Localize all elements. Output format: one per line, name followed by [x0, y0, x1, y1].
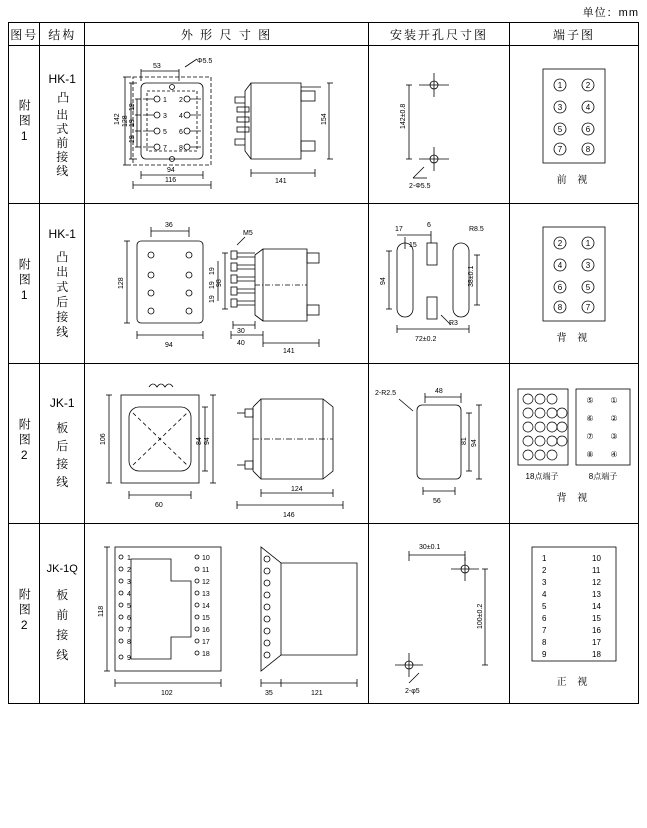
table-row	[9, 364, 639, 524]
pin-17: 17	[201, 638, 210, 646]
row-structure-3	[40, 364, 85, 524]
dim-19b: 19	[128, 118, 136, 127]
terminal-num-7: 7	[541, 625, 547, 635]
terminal-num-4: 4	[541, 589, 547, 599]
dim-19c: 19	[208, 294, 216, 303]
row-outline-1	[84, 46, 368, 204]
mounting-drawing-1	[369, 47, 509, 203]
table-row	[9, 46, 639, 204]
terminal-num-5: 5	[557, 124, 563, 134]
pin-3: 3	[162, 112, 167, 120]
terminal-num-6: 5	[585, 282, 591, 292]
terminal-num-8: 8	[585, 144, 591, 154]
structure-desc-3: 接	[56, 457, 69, 471]
dim-116: 116	[164, 176, 177, 184]
terminal-num-7: ⑦	[586, 431, 594, 441]
terminal-num-5: ⑤	[586, 395, 594, 405]
dim-6: 6	[426, 221, 431, 229]
dim-30-01: 30±0.1	[418, 543, 441, 551]
row-id-label: 附图2	[17, 588, 32, 635]
pin-1: 1	[162, 96, 167, 104]
terminal-num-7: 8	[557, 302, 563, 312]
row-terminal-2	[509, 204, 638, 364]
terminal-num-11: 11	[591, 565, 601, 575]
mounting-drawing-3	[369, 365, 509, 523]
dim-94: 94	[379, 276, 387, 285]
dim-94: 94	[203, 436, 211, 445]
dim-106: 106	[99, 432, 107, 445]
terminal-num-14: 14	[591, 601, 601, 611]
pin-5: 5	[126, 602, 131, 610]
dim-94: 94	[166, 166, 175, 174]
row-id-1	[9, 46, 40, 204]
terminal-drawing-2	[510, 205, 638, 363]
table-row	[9, 524, 639, 704]
structure-desc-2: 出	[56, 107, 69, 122]
dim-118: 118	[97, 605, 105, 617]
dim-142: 142	[113, 112, 121, 125]
structure-desc-1: 凸	[56, 250, 69, 264]
structure-model: JK-1	[49, 396, 75, 410]
pin-9: 9	[126, 654, 131, 662]
structure-desc-2: 出	[56, 265, 69, 279]
terminal-left-label: 18点端子	[525, 471, 559, 481]
dim-142-08: 142±0.8	[399, 103, 407, 129]
row-outline-3	[84, 364, 368, 524]
terminal-num-8: ⑧	[586, 449, 594, 459]
pin-2: 2	[178, 96, 183, 104]
row-id-label: 附图1	[17, 258, 32, 305]
terminal-num-2: 2	[541, 565, 547, 575]
terminal-num-1: 1	[557, 80, 563, 90]
terminal-num-2: ②	[610, 413, 618, 423]
terminal-num-4: 4	[585, 102, 591, 112]
terminal-num-6: ⑥	[586, 413, 594, 423]
dim-81: 81	[460, 436, 468, 445]
dim-30: 30	[236, 327, 245, 335]
terminal-num-3: 4	[557, 260, 563, 270]
pin-3: 3	[126, 578, 131, 586]
row-id-label: 附图2	[17, 418, 32, 465]
pin-15: 15	[201, 614, 210, 622]
structure-desc-4: 前	[56, 135, 69, 150]
terminal-drawing-3	[510, 365, 638, 523]
terminal-num-6: 6	[585, 124, 591, 134]
pin-14: 14	[201, 602, 210, 610]
outline-drawing-1	[85, 47, 368, 203]
dim-94: 94	[164, 341, 173, 349]
terminal-num-3: 3	[557, 102, 563, 112]
pin-11: 11	[201, 566, 210, 574]
terminal-num-8: 8	[541, 637, 547, 647]
terminal-num-18: 18	[591, 649, 601, 659]
structure-desc-4: 线	[56, 648, 69, 662]
terminal-drawing-4	[510, 525, 638, 703]
terminal-num-6: 6	[541, 613, 547, 623]
row-outline-2	[84, 204, 368, 364]
row-structure-2	[40, 204, 85, 364]
mounting-drawing-2	[369, 205, 509, 363]
pin-10: 10	[201, 554, 210, 562]
terminal-num-17: 17	[591, 637, 601, 647]
row-terminal-1	[509, 46, 638, 204]
dim-phi55: Φ5.5	[196, 57, 213, 65]
structure-desc-6: 线	[56, 163, 69, 178]
terminal-right-label: 8点端子	[588, 471, 618, 481]
header-col-mounting: 安装开孔尺寸图	[368, 23, 509, 46]
header-col-outline: 外 形 尺 寸 图	[84, 23, 368, 46]
pin-2: 2	[126, 566, 131, 574]
dim-2-phi55: 2-Φ5.5	[408, 182, 431, 190]
structure-desc-2: 后	[56, 439, 69, 453]
outline-drawing-4	[85, 525, 368, 703]
header-col-structure: 结构	[40, 23, 85, 46]
pin-7: 7	[126, 626, 131, 634]
pin-13: 13	[201, 590, 210, 598]
structure-model: JK-1Q	[46, 563, 78, 575]
row-terminal-3	[509, 364, 638, 524]
terminal-num-1: ①	[610, 395, 618, 405]
structure-desc-1: 板	[56, 421, 69, 435]
row-structure-4	[40, 524, 85, 704]
dim-38-01: 38±0.1	[467, 265, 475, 287]
dim-M5: M5	[242, 229, 253, 237]
terminal-num-4: ④	[610, 449, 618, 459]
dim-2-phi5: 2-φ5	[404, 687, 420, 695]
unit-label: 单位：mm	[582, 7, 639, 19]
terminal-num-7: 7	[557, 144, 563, 154]
table-row	[9, 204, 639, 364]
structure-desc-5: 接	[56, 310, 69, 324]
terminal-view-label-3: 背 视	[556, 492, 592, 504]
terminal-num-16: 16	[591, 625, 601, 635]
structure-model: HK-1	[48, 71, 76, 86]
pin-4: 4	[178, 112, 183, 120]
pin-16: 16	[201, 626, 210, 634]
row-outline-4	[84, 524, 368, 704]
pin-1: 1	[126, 554, 131, 562]
dim-19c: 19	[128, 134, 136, 143]
dim-98: 98	[215, 278, 223, 287]
pin-6: 6	[126, 614, 131, 622]
terminal-num-3: ③	[610, 431, 618, 441]
structure-desc-4: 线	[56, 475, 69, 489]
structure-desc-4: 后	[56, 295, 69, 309]
terminal-view-label-1: 前 视	[556, 174, 592, 186]
table-header-row	[9, 23, 639, 46]
row-mounting-2	[368, 204, 509, 364]
dim-17: 17	[394, 225, 403, 233]
terminal-num-2: 2	[585, 80, 591, 90]
row-structure-1	[40, 46, 85, 204]
row-mounting-3	[368, 364, 509, 524]
row-id-3	[9, 364, 40, 524]
pin-5: 5	[162, 128, 167, 136]
dim-53: 53	[152, 62, 161, 70]
dim-56: 56	[432, 497, 441, 505]
terminal-num-1: 2	[557, 238, 563, 248]
pin-7: 7	[162, 144, 167, 152]
dim-84: 84	[195, 436, 203, 445]
row-id-4	[9, 524, 40, 704]
dim-19a: 19	[128, 102, 136, 111]
row-id-label: 附图1	[17, 99, 32, 146]
pin-8: 8	[178, 144, 183, 152]
pin-6: 6	[178, 128, 183, 136]
structure-desc-3: 接	[56, 628, 69, 642]
terminal-num-12: 12	[591, 577, 601, 587]
dim-40: 40	[236, 339, 245, 347]
dim-72-02: 72±0.2	[414, 335, 437, 343]
dim-141: 141	[274, 177, 287, 185]
dim-94: 94	[470, 438, 478, 447]
terminal-num-4: 3	[585, 260, 591, 270]
dim-60: 60	[154, 501, 163, 509]
structure-model: HK-1	[48, 227, 76, 241]
dim-19b: 19	[208, 280, 216, 289]
terminal-view-label-2: 背 视	[556, 332, 592, 344]
outline-drawing-2	[85, 205, 368, 363]
row-terminal-4	[509, 524, 638, 704]
structure-desc: 凸	[55, 90, 70, 106]
row-id-2	[9, 204, 40, 364]
row-mounting-1	[368, 46, 509, 204]
outline-drawing-3	[85, 365, 368, 523]
header-col-id: 图号	[9, 23, 40, 46]
dim-48: 48	[434, 387, 443, 395]
structure-desc-3: 式	[56, 121, 69, 136]
dim-141: 141	[282, 347, 295, 355]
structure-desc-5: 接	[56, 149, 69, 164]
dim-146: 146	[282, 511, 295, 519]
terminal-view-label-4: 正 视	[556, 676, 592, 688]
terminal-num-15: 15	[591, 613, 601, 623]
terminal-num-13: 13	[591, 589, 601, 599]
dim-19a: 19	[208, 266, 216, 275]
dim-154: 154	[320, 112, 328, 125]
dim-R85: R8.5	[468, 225, 484, 233]
terminal-num-2: 1	[585, 238, 591, 248]
dim-121: 121	[310, 689, 323, 697]
pin-12: 12	[201, 578, 210, 586]
dim-128: 128	[117, 276, 125, 289]
mounting-drawing-4	[369, 525, 509, 703]
dim-36: 36	[164, 221, 173, 229]
terminal-num-1: 1	[541, 553, 547, 563]
dim-128: 128	[121, 114, 129, 127]
structure-desc-2: 前	[56, 608, 69, 622]
dim-2-R25: 2-R2.5	[374, 389, 396, 397]
terminal-num-9: 9	[541, 649, 547, 659]
terminal-num-3: 3	[541, 577, 547, 587]
dim-15: 15	[408, 241, 417, 249]
terminal-drawing-1	[510, 47, 638, 203]
structure-desc-6: 线	[56, 325, 69, 339]
dim-124: 124	[290, 485, 303, 493]
header-col-terminal: 端子图	[509, 23, 638, 46]
dim-102: 102	[160, 689, 173, 697]
dim-35: 35	[264, 689, 273, 697]
terminal-num-5: 5	[541, 601, 547, 611]
dim-R3: R3	[448, 319, 458, 327]
pin-4: 4	[126, 590, 131, 598]
row-mounting-4	[368, 524, 509, 704]
terminal-num-10: 10	[591, 553, 601, 563]
pin-18: 18	[201, 650, 210, 658]
specification-table	[8, 22, 639, 704]
structure-desc-3: 式	[56, 280, 69, 294]
terminal-num-8: 7	[585, 302, 591, 312]
pin-8: 8	[126, 638, 131, 646]
structure-desc-1: 板	[56, 588, 69, 602]
dim-100-02: 100±0.2	[476, 603, 484, 629]
terminal-num-5: 6	[557, 282, 563, 292]
